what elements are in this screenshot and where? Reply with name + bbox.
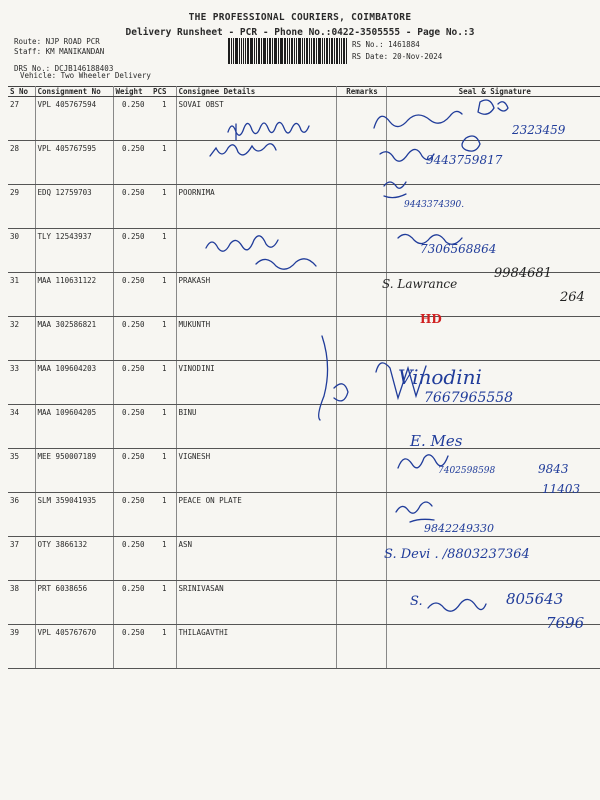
cell-pcs: 1 xyxy=(151,273,176,317)
cell-consignee: SRINIVASAN xyxy=(176,581,336,625)
cell-consignee: THILAGAVTHI xyxy=(176,625,336,669)
cell-consignment: MEE 950007189 xyxy=(35,449,113,493)
rs-date: RS Date: 20-Nov-2024 xyxy=(352,52,443,61)
cell-weight: 0.250 xyxy=(113,361,151,405)
cell-pcs: 1 xyxy=(151,229,176,273)
r38-signature-handwriting: S. Devi . /8803237364 xyxy=(384,547,530,562)
r30-phone-handwriting: 7306568864 xyxy=(420,242,497,256)
cell-pcs: 1 xyxy=(151,141,176,185)
col-header-signature: Seal & Signature xyxy=(386,87,600,97)
cell-weight: 0.250 xyxy=(113,537,151,581)
cell-consignment: MAA 110631122 xyxy=(35,273,113,317)
cell-sno: 28 xyxy=(8,141,35,185)
r31-signature-handwriting: S. Lawrance xyxy=(382,277,458,291)
cell-pcs: 1 xyxy=(151,493,176,537)
cell-pcs: 1 xyxy=(151,97,176,141)
r34-signature-handwriting: Vinodini xyxy=(398,365,482,389)
cell-consignment: VPL 405767670 xyxy=(35,625,113,669)
cell-consignment: MAA 109604203 xyxy=(35,361,113,405)
cell-consignment: VPL 405767594 xyxy=(35,97,113,141)
rs-number: RS No.: 1461884 xyxy=(352,40,420,49)
cell-pcs: 1 xyxy=(151,625,176,669)
cell-consignee: ASN xyxy=(176,537,336,581)
cell-sno: 33 xyxy=(8,361,35,405)
cell-pcs: 1 xyxy=(151,537,176,581)
cell-sno: 34 xyxy=(8,405,35,449)
col-header-sno: S No xyxy=(8,87,35,97)
cell-consignment: VPL 405767595 xyxy=(35,141,113,185)
cell-weight: 0.250 xyxy=(113,405,151,449)
r31-phone2-handwriting: 264 xyxy=(560,290,585,305)
col-header-consignment: Consignment No xyxy=(35,87,113,97)
cell-weight: 0.250 xyxy=(113,273,151,317)
cell-pcs: 1 xyxy=(151,405,176,449)
cell-consignment: OTY 3866132 xyxy=(35,537,113,581)
cell-consignment: EDQ 12759703 xyxy=(35,185,113,229)
cell-consignment: SLM 359041935 xyxy=(35,493,113,537)
drs-number: DRS No.: DCJB146188403 xyxy=(14,64,114,73)
r27-phone-handwriting: 2323459 xyxy=(512,123,566,137)
staff-label: Staff: KM MANIKANDAN xyxy=(14,47,105,56)
cell-pcs: 1 xyxy=(151,317,176,361)
cell-weight: 0.250 xyxy=(113,317,151,361)
cell-pcs: 1 xyxy=(151,581,176,625)
cell-consignment: MAA 109604205 xyxy=(35,405,113,449)
cell-sno: 31 xyxy=(8,273,35,317)
cell-sno: 37 xyxy=(8,537,35,581)
cell-weight: 0.250 xyxy=(113,493,151,537)
r28-phone-handwriting: 9443759817 xyxy=(426,153,503,167)
cell-consignee: PRAKASH xyxy=(176,273,336,317)
r35-signature-handwriting: E. Mes xyxy=(410,432,463,450)
cell-consignee: VINODINI xyxy=(176,361,336,405)
cell-weight: 0.250 xyxy=(113,141,151,185)
cell-sno: 32 xyxy=(8,317,35,361)
cell-consignee: BINU xyxy=(176,405,336,449)
r31-phone-handwriting: 9984681 xyxy=(494,266,552,281)
r39-signature-handwriting: S. xyxy=(410,594,423,609)
col-header-weight: Weight xyxy=(113,87,151,97)
cell-consignee: MUKUNTH xyxy=(176,317,336,361)
cell-consignee: POORNIMA xyxy=(176,185,336,229)
r32-remark-handwriting: HD xyxy=(420,312,442,326)
cell-consignment: MAA 302586821 xyxy=(35,317,113,361)
r39-phone-handwriting: 805643 xyxy=(506,590,564,608)
runsheet-subtitle: Delivery Runsheet - PCR - Phone No.:0422-3505555 - Page No.:3 xyxy=(125,27,475,38)
col-header-consignee: Consignee Details xyxy=(176,87,336,97)
cell-sno: 30 xyxy=(8,229,35,273)
r36-phone3-handwriting: 11403 xyxy=(542,482,581,496)
vehicle-label: Vehicle: Two Wheeler Delivery xyxy=(20,71,151,80)
col-header-remarks: Remarks xyxy=(336,87,386,97)
cell-consignee: VIGNESH xyxy=(176,449,336,493)
r36-phone2-handwriting: 9843 xyxy=(538,462,569,476)
cell-sno: 39 xyxy=(8,625,35,669)
cell-weight: 0.250 xyxy=(113,625,151,669)
cell-sno: 35 xyxy=(8,449,35,493)
cell-pcs: 1 xyxy=(151,185,176,229)
r39-phone2-handwriting: 7696 xyxy=(546,614,585,632)
r29-phone-handwriting: 9443374390. xyxy=(404,200,465,210)
cell-weight: 0.250 xyxy=(113,229,151,273)
cell-sno: 38 xyxy=(8,581,35,625)
cell-consignee: SOVAI OBST xyxy=(176,97,336,141)
cell-consignee: PEACE ON PLATE xyxy=(176,493,336,537)
route-label: Route: NJP ROAD PCR xyxy=(14,37,100,46)
r36-phone-handwriting: 7402598598 xyxy=(438,466,496,476)
cell-weight: 0.250 xyxy=(113,449,151,493)
col-header-pcs: PCS xyxy=(151,87,176,97)
cell-weight: 0.250 xyxy=(113,581,151,625)
company-title: THE PROFESSIONAL COURIERS, COIMBATORE xyxy=(188,12,412,23)
r37-phone-handwriting: 9842249330 xyxy=(424,522,494,535)
cell-sno: 36 xyxy=(8,493,35,537)
cell-pcs: 1 xyxy=(151,361,176,405)
cell-sno: 29 xyxy=(8,185,35,229)
cell-weight: 0.250 xyxy=(113,97,151,141)
cell-weight: 0.250 xyxy=(113,185,151,229)
cell-pcs: 1 xyxy=(151,449,176,493)
r34-phone-handwriting: 7667965558 xyxy=(424,390,514,406)
cell-sno: 27 xyxy=(8,97,35,141)
cell-consignment: PRT 6038656 xyxy=(35,581,113,625)
cell-consignment: TLY 12543937 xyxy=(35,229,113,273)
